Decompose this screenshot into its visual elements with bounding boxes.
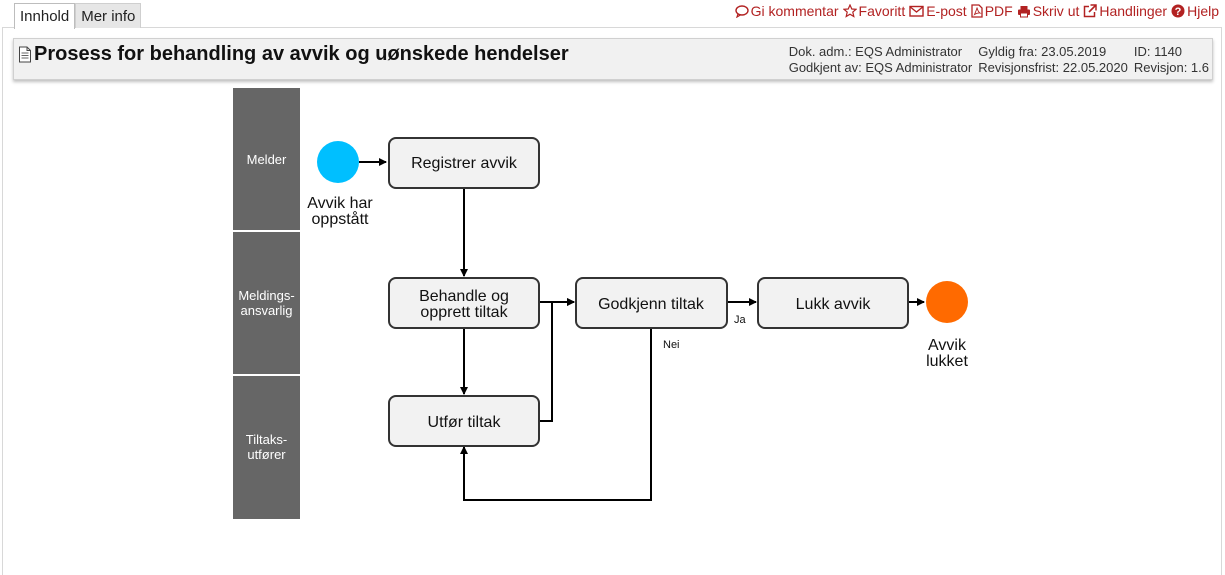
task-perform-label: Utfør tiltak — [427, 414, 501, 431]
task-register[interactable] — [389, 138, 539, 188]
lane-meldingsansvarlig-label-2: ansvarlig — [240, 303, 293, 318]
edge-label-yes: Ja — [734, 314, 746, 326]
connectors — [359, 162, 924, 500]
email-label: E-post — [926, 3, 967, 19]
pdf-label: PDF — [984, 3, 1013, 19]
meta-revision: Revisjon: 1.6 — [1133, 60, 1209, 75]
tab-innhold[interactable]: Innhold — [14, 3, 75, 29]
task-handle-label-2: opprett tiltak — [420, 304, 508, 321]
task-approve[interactable] — [576, 278, 727, 328]
favorite-label: Favoritt — [858, 3, 906, 19]
meta-approved-by: Godkjent av: EQS Administrator — [788, 60, 973, 75]
lane-tiltaksutforer-label-1: Tiltaks- — [245, 432, 288, 447]
lane-melder-label: Melder — [246, 152, 287, 167]
meta-valid-from: Gyldig fra: 23.05.2019 — [978, 44, 1107, 59]
task-perform[interactable] — [389, 396, 539, 446]
task-close[interactable] — [758, 278, 908, 328]
page-title: Prosess for behandling av avvik og uønskede hendelser — [34, 43, 569, 65]
lane-meldingsansvarlig-label-1: Meldings- — [238, 288, 295, 303]
end-event[interactable] — [926, 281, 968, 323]
task-approve-label: Godkjenn tiltak — [598, 296, 704, 313]
start-event-label-2: oppstått — [311, 211, 369, 228]
end-event-label-2: lukket — [926, 353, 968, 370]
end-event-label-1: Avvik — [928, 337, 966, 354]
actions-label: Handlinger — [1099, 3, 1168, 19]
lane-tiltaksutforer — [233, 376, 300, 519]
tab-mer-info[interactable]: Mer info — [75, 3, 141, 28]
edge-perform-approve — [539, 302, 574, 421]
lane-melder — [233, 88, 300, 230]
task-close-label: Lukk avvik — [795, 296, 871, 313]
meta-admin: Dok. adm.: EQS Administrator — [788, 44, 963, 59]
task-handle[interactable] — [389, 278, 539, 328]
meta-revision-deadline: Revisjonsfrist: 22.05.2020 — [978, 60, 1128, 75]
task-register-label: Registrer avvik — [411, 155, 517, 172]
start-event-label-1: Avvik har — [307, 195, 373, 212]
start-event[interactable] — [317, 141, 359, 183]
comment-label: Gi kommentar — [750, 3, 839, 19]
help-label: Hjelp — [1187, 3, 1219, 19]
lane-meldingsansvarlig — [233, 232, 300, 374]
lane-tiltaksutforer-label-2: utfører — [247, 447, 286, 462]
meta-id: ID: 1140 — [1133, 44, 1183, 59]
svg-text:?: ? — [1174, 6, 1182, 18]
task-handle-label-1: Behandle og — [419, 288, 509, 305]
edge-label-no: Nei — [663, 339, 680, 351]
print-label: Skriv ut — [1032, 3, 1080, 19]
